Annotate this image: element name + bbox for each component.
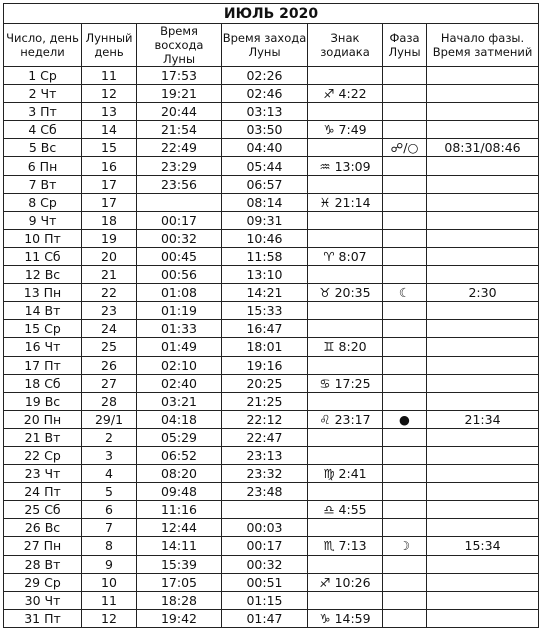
table-row xyxy=(4,320,539,338)
cell-zodiac xyxy=(308,392,383,410)
cell-zodiac xyxy=(308,103,383,121)
cell-moonset: 18:01 xyxy=(222,338,308,356)
cell-moonrise: 17:53 xyxy=(137,67,222,85)
cell-phase-start xyxy=(427,320,539,338)
cell-phase-start xyxy=(427,266,539,284)
cell-lunar-day: 10 xyxy=(82,573,137,591)
cell-date: 9 Чт xyxy=(4,211,82,229)
cell-moonset: 23:48 xyxy=(222,483,308,501)
cell-moonrise: 00:17 xyxy=(137,211,222,229)
cell-date: 7 Вт xyxy=(4,175,82,193)
table-row xyxy=(4,465,539,483)
cell-moonset: 00:03 xyxy=(222,519,308,537)
cell-lunar-day: 7 xyxy=(82,519,137,537)
header-moonrise: Время восхода Луны xyxy=(137,24,222,67)
cell-moonset: 00:17 xyxy=(222,537,308,555)
cell-lunar-day: 16 xyxy=(82,157,137,175)
table-row xyxy=(4,193,539,211)
moon-calendar-table xyxy=(3,3,539,628)
cell-date: 25 Сб xyxy=(4,501,82,519)
cell-moonset: 23:13 xyxy=(222,446,308,464)
cell-phase-start xyxy=(427,501,539,519)
table-row xyxy=(4,609,539,627)
cell-date: 5 Вс xyxy=(4,139,82,157)
table-row xyxy=(4,555,539,573)
cell-phase-start xyxy=(427,446,539,464)
cell-moonset: 09:31 xyxy=(222,211,308,229)
cell-moonset: 00:32 xyxy=(222,555,308,573)
cell-phase-start xyxy=(427,157,539,175)
cell-lunar-day: 6 xyxy=(82,501,137,519)
cell-lunar-day: 21 xyxy=(82,266,137,284)
cell-zodiac: ♐ 4:22 xyxy=(308,85,383,103)
cell-zodiac: ♈ 8:07 xyxy=(308,247,383,265)
cell-phase-start xyxy=(427,229,539,247)
cell-lunar-day: 3 xyxy=(82,446,137,464)
cell-moonrise: 23:29 xyxy=(137,157,222,175)
cell-date: 23 Чт xyxy=(4,465,82,483)
header-phase-start: Начало фазы. Время затмений xyxy=(427,24,539,67)
cell-zodiac xyxy=(308,67,383,85)
cell-phase xyxy=(383,609,427,627)
cell-lunar-day: 13 xyxy=(82,103,137,121)
cell-zodiac: ♊ 8:20 xyxy=(308,338,383,356)
cell-moonrise: 18:28 xyxy=(137,591,222,609)
table-row xyxy=(4,446,539,464)
cell-phase xyxy=(383,85,427,103)
cell-date: 29 Ср xyxy=(4,573,82,591)
cell-phase-start xyxy=(427,356,539,374)
cell-phase xyxy=(383,519,427,537)
table-body xyxy=(4,67,539,628)
cell-lunar-day: 17 xyxy=(82,175,137,193)
table-row xyxy=(4,392,539,410)
cell-lunar-day: 26 xyxy=(82,356,137,374)
cell-phase xyxy=(383,428,427,446)
cell-moonrise: 00:32 xyxy=(137,229,222,247)
cell-moonrise: 00:45 xyxy=(137,247,222,265)
header-lunar-day: Лунный день xyxy=(82,24,137,67)
cell-moonrise: 14:11 xyxy=(137,537,222,555)
cell-moonrise: 00:56 xyxy=(137,266,222,284)
cell-phase xyxy=(383,247,427,265)
cell-phase-start xyxy=(427,247,539,265)
cell-date: 20 Пн xyxy=(4,410,82,428)
cell-lunar-day: 14 xyxy=(82,121,137,139)
cell-lunar-day: 25 xyxy=(82,338,137,356)
cell-moonrise: 15:39 xyxy=(137,555,222,573)
table-row xyxy=(4,85,539,103)
cell-lunar-day: 22 xyxy=(82,284,137,302)
table-row xyxy=(4,501,539,519)
cell-lunar-day: 2 xyxy=(82,428,137,446)
cell-moonrise: 11:16 xyxy=(137,501,222,519)
cell-zodiac xyxy=(308,302,383,320)
cell-moonset: 19:16 xyxy=(222,356,308,374)
cell-phase-start xyxy=(427,175,539,193)
cell-zodiac: ♋ 17:25 xyxy=(308,374,383,392)
cell-phase-start xyxy=(427,392,539,410)
cell-phase xyxy=(383,465,427,483)
cell-phase-start xyxy=(427,211,539,229)
cell-phase-start xyxy=(427,121,539,139)
cell-zodiac xyxy=(308,175,383,193)
cell-phase xyxy=(383,193,427,211)
cell-moonrise: 20:44 xyxy=(137,103,222,121)
table-row xyxy=(4,121,539,139)
table-row xyxy=(4,266,539,284)
table-row xyxy=(4,410,539,428)
cell-zodiac xyxy=(308,591,383,609)
cell-moonrise xyxy=(137,193,222,211)
cell-date: 6 Пн xyxy=(4,157,82,175)
cell-date: 19 Вс xyxy=(4,392,82,410)
cell-phase-start: 21:34 xyxy=(427,410,539,428)
cell-date: 31 Пт xyxy=(4,609,82,627)
cell-phase-start xyxy=(427,67,539,85)
cell-phase xyxy=(383,211,427,229)
cell-phase-start xyxy=(427,428,539,446)
cell-date: 3 Пт xyxy=(4,103,82,121)
cell-zodiac: ♌ 23:17 xyxy=(308,410,383,428)
cell-lunar-day: 18 xyxy=(82,211,137,229)
cell-lunar-day: 11 xyxy=(82,591,137,609)
cell-moonset: 23:32 xyxy=(222,465,308,483)
cell-moonrise: 01:08 xyxy=(137,284,222,302)
cell-moonrise: 22:49 xyxy=(137,139,222,157)
cell-date: 13 Пн xyxy=(4,284,82,302)
cell-zodiac xyxy=(308,519,383,537)
cell-phase-start xyxy=(427,338,539,356)
cell-phase-start: 2:30 xyxy=(427,284,539,302)
cell-phase xyxy=(383,483,427,501)
cell-moonset: 21:25 xyxy=(222,392,308,410)
cell-phase xyxy=(383,229,427,247)
table-row xyxy=(4,139,539,157)
cell-moonrise: 01:33 xyxy=(137,320,222,338)
cell-moonset: 03:50 xyxy=(222,121,308,139)
cell-zodiac: ♑ 14:59 xyxy=(308,609,383,627)
cell-moonset: 10:46 xyxy=(222,229,308,247)
cell-date: 18 Сб xyxy=(4,374,82,392)
cell-date: 28 Вт xyxy=(4,555,82,573)
cell-lunar-day: 27 xyxy=(82,374,137,392)
table-row xyxy=(4,428,539,446)
cell-moonset: 01:47 xyxy=(222,609,308,627)
cell-moonset: 22:12 xyxy=(222,410,308,428)
cell-phase xyxy=(383,302,427,320)
cell-moonrise: 04:18 xyxy=(137,410,222,428)
cell-phase xyxy=(383,320,427,338)
cell-date: 21 Вт xyxy=(4,428,82,446)
cell-moonrise: 03:21 xyxy=(137,392,222,410)
cell-date: 22 Ср xyxy=(4,446,82,464)
cell-date: 2 Чт xyxy=(4,85,82,103)
cell-phase xyxy=(383,501,427,519)
cell-phase-start xyxy=(427,483,539,501)
cell-phase xyxy=(383,67,427,85)
header-moonset: Время захода Луны xyxy=(222,24,308,67)
cell-zodiac xyxy=(308,320,383,338)
cell-phase-start xyxy=(427,519,539,537)
cell-phase xyxy=(383,392,427,410)
table-row xyxy=(4,483,539,501)
cell-lunar-day: 17 xyxy=(82,193,137,211)
cell-moonrise: 01:49 xyxy=(137,338,222,356)
table-row xyxy=(4,284,539,302)
cell-phase xyxy=(383,338,427,356)
cell-date: 11 Сб xyxy=(4,247,82,265)
cell-lunar-day: 19 xyxy=(82,229,137,247)
cell-date: 4 Сб xyxy=(4,121,82,139)
cell-zodiac xyxy=(308,356,383,374)
cell-phase: ● xyxy=(383,410,427,428)
cell-moonrise: 01:19 xyxy=(137,302,222,320)
cell-moonrise: 02:10 xyxy=(137,356,222,374)
cell-zodiac: ♏ 7:13 xyxy=(308,537,383,555)
cell-moonset: 00:51 xyxy=(222,573,308,591)
cell-lunar-day: 29/1 xyxy=(82,410,137,428)
cell-moonrise: 17:05 xyxy=(137,573,222,591)
table-row xyxy=(4,229,539,247)
table-row xyxy=(4,247,539,265)
cell-moonrise: 21:54 xyxy=(137,121,222,139)
cell-phase-start xyxy=(427,193,539,211)
cell-date: 16 Чт xyxy=(4,338,82,356)
cell-date: 15 Ср xyxy=(4,320,82,338)
cell-zodiac xyxy=(308,211,383,229)
cell-phase-start xyxy=(427,85,539,103)
cell-lunar-day: 28 xyxy=(82,392,137,410)
cell-zodiac xyxy=(308,555,383,573)
cell-phase-start xyxy=(427,591,539,609)
cell-moonrise: 12:44 xyxy=(137,519,222,537)
cell-moonset: 01:15 xyxy=(222,591,308,609)
cell-moonrise: 05:29 xyxy=(137,428,222,446)
cell-phase-start xyxy=(427,374,539,392)
cell-phase-start: 15:34 xyxy=(427,537,539,555)
cell-zodiac xyxy=(308,446,383,464)
cell-moonset: 05:44 xyxy=(222,157,308,175)
cell-moonrise: 09:48 xyxy=(137,483,222,501)
cell-moonset: 22:47 xyxy=(222,428,308,446)
cell-phase xyxy=(383,591,427,609)
cell-moonrise: 02:40 xyxy=(137,374,222,392)
cell-zodiac xyxy=(308,229,383,247)
cell-moonset: 04:40 xyxy=(222,139,308,157)
table-row xyxy=(4,537,539,555)
cell-phase-start xyxy=(427,103,539,121)
cell-zodiac xyxy=(308,483,383,501)
cell-moonrise: 23:56 xyxy=(137,175,222,193)
table-row xyxy=(4,356,539,374)
cell-phase-start xyxy=(427,465,539,483)
table-row xyxy=(4,103,539,121)
cell-date: 14 Вт xyxy=(4,302,82,320)
cell-moonset: 13:10 xyxy=(222,266,308,284)
cell-phase-start xyxy=(427,573,539,591)
cell-moonset: 02:26 xyxy=(222,67,308,85)
cell-moonset: 08:14 xyxy=(222,193,308,211)
header-zodiac: Знак зодиака xyxy=(308,24,383,67)
cell-zodiac: ♑ 7:49 xyxy=(308,121,383,139)
table-row xyxy=(4,573,539,591)
table-row xyxy=(4,302,539,320)
table-row xyxy=(4,67,539,85)
cell-moonset: 11:58 xyxy=(222,247,308,265)
cell-date: 26 Вс xyxy=(4,519,82,537)
cell-phase xyxy=(383,157,427,175)
cell-date: 30 Чт xyxy=(4,591,82,609)
cell-moonrise: 19:21 xyxy=(137,85,222,103)
cell-phase: ☾ xyxy=(383,284,427,302)
cell-phase xyxy=(383,121,427,139)
cell-moonset: 14:21 xyxy=(222,284,308,302)
cell-moonset: 15:33 xyxy=(222,302,308,320)
cell-lunar-day: 12 xyxy=(82,609,137,627)
cell-moonset: 20:25 xyxy=(222,374,308,392)
cell-zodiac xyxy=(308,428,383,446)
cell-phase: ☍/○ xyxy=(383,139,427,157)
cell-phase-start xyxy=(427,555,539,573)
cell-date: 10 Пт xyxy=(4,229,82,247)
cell-moonset: 03:13 xyxy=(222,103,308,121)
cell-lunar-day: 23 xyxy=(82,302,137,320)
cell-date: 24 Пт xyxy=(4,483,82,501)
header-date: Число, день недели xyxy=(4,24,82,67)
cell-lunar-day: 9 xyxy=(82,555,137,573)
cell-moonset xyxy=(222,501,308,519)
header-phase: Фаза Луны xyxy=(383,24,427,67)
cell-zodiac: ♎ 4:55 xyxy=(308,501,383,519)
cell-phase-start xyxy=(427,302,539,320)
table-row xyxy=(4,338,539,356)
cell-phase xyxy=(383,573,427,591)
cell-phase xyxy=(383,374,427,392)
cell-zodiac xyxy=(308,266,383,284)
cell-zodiac xyxy=(308,139,383,157)
cell-zodiac: ♐ 10:26 xyxy=(308,573,383,591)
cell-phase xyxy=(383,175,427,193)
cell-zodiac: ♉ 20:35 xyxy=(308,284,383,302)
table-row xyxy=(4,211,539,229)
cell-lunar-day: 24 xyxy=(82,320,137,338)
cell-moonset: 06:57 xyxy=(222,175,308,193)
cell-date: 12 Вс xyxy=(4,266,82,284)
cell-date: 8 Ср xyxy=(4,193,82,211)
table-row xyxy=(4,591,539,609)
table-row xyxy=(4,175,539,193)
cell-phase-start: 08:31/08:46 xyxy=(427,139,539,157)
cell-lunar-day: 8 xyxy=(82,537,137,555)
cell-phase xyxy=(383,356,427,374)
cell-moonset: 02:46 xyxy=(222,85,308,103)
table-row xyxy=(4,519,539,537)
cell-phase xyxy=(383,103,427,121)
cell-zodiac: ♒ 13:09 xyxy=(308,157,383,175)
cell-lunar-day: 15 xyxy=(82,139,137,157)
table-title: ИЮЛЬ 2020 xyxy=(4,4,539,24)
cell-moonrise: 06:52 xyxy=(137,446,222,464)
cell-zodiac: ♍ 2:41 xyxy=(308,465,383,483)
cell-lunar-day: 12 xyxy=(82,85,137,103)
cell-moonrise: 08:20 xyxy=(137,465,222,483)
cell-zodiac: ♓ 21:14 xyxy=(308,193,383,211)
cell-phase: ☽ xyxy=(383,537,427,555)
cell-phase xyxy=(383,555,427,573)
cell-moonset: 16:47 xyxy=(222,320,308,338)
cell-moonrise: 19:42 xyxy=(137,609,222,627)
cell-phase xyxy=(383,266,427,284)
cell-lunar-day: 5 xyxy=(82,483,137,501)
cell-lunar-day: 20 xyxy=(82,247,137,265)
cell-phase-start xyxy=(427,609,539,627)
cell-date: 1 Ср xyxy=(4,67,82,85)
cell-date: 17 Пт xyxy=(4,356,82,374)
table-row xyxy=(4,374,539,392)
table-row xyxy=(4,157,539,175)
cell-phase xyxy=(383,446,427,464)
cell-lunar-day: 4 xyxy=(82,465,137,483)
cell-lunar-day: 11 xyxy=(82,67,137,85)
cell-date: 27 Пн xyxy=(4,537,82,555)
